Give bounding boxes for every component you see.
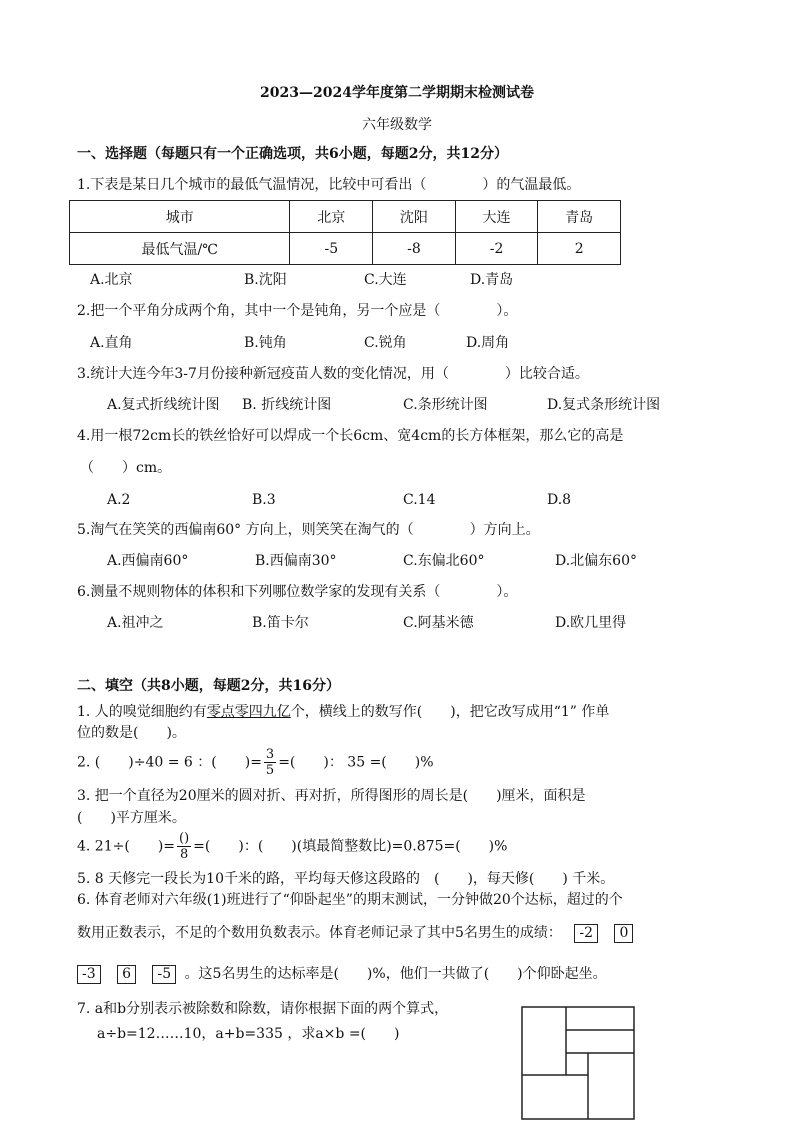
q6-option-b[interactable]: B.笛卡尔 bbox=[252, 615, 309, 631]
q6-option-a[interactable]: A.祖冲之 bbox=[107, 615, 164, 631]
q3-option-b[interactable]: B. 折线统计图 bbox=[242, 397, 332, 413]
f3-line1: 3. 把一个直径为20厘米的圆对折、再对折，所得图形的周长是( )厘米，面积是 bbox=[77, 788, 586, 804]
table-cell: 城市 bbox=[70, 201, 290, 233]
f1-after: 个，横线上的数写作( )，把它改写成用“1” 作单 bbox=[290, 704, 610, 720]
exam-title: 2023—2024学年度第二学期期末检测试卷 bbox=[260, 85, 534, 101]
f4-part2: =( )：( )(填最简整数比)=0.875=( )% bbox=[193, 838, 508, 855]
f6-line3-text: 。这5名男生的达标率是( )%，他们一共做了( )个仰卧起坐。 bbox=[184, 966, 607, 982]
q1-option-c[interactable]: C.大连 bbox=[364, 272, 407, 288]
q1-option-a[interactable]: A.北京 bbox=[90, 272, 133, 288]
q1-option-b[interactable]: B.沈阳 bbox=[244, 272, 287, 288]
f4-part1: 4. 21÷( )= bbox=[77, 838, 176, 855]
q5-option-b[interactable]: B.西偏南30° bbox=[255, 553, 337, 569]
score-box: -5 bbox=[152, 965, 176, 984]
f1-line1 bbox=[77, 705, 609, 719]
score-box: -2 bbox=[574, 924, 598, 943]
q4-option-b[interactable]: B.3 bbox=[252, 492, 276, 508]
table-cell: 大连 bbox=[455, 201, 538, 233]
table-row bbox=[70, 233, 621, 265]
q3-option-a[interactable]: A.复式折线统计图 bbox=[107, 397, 220, 413]
f2-part2: =( )： 35 =( )% bbox=[278, 754, 434, 771]
q3-option-d[interactable]: D.复式条形统计图 bbox=[547, 397, 661, 413]
f2-fraction bbox=[264, 748, 276, 777]
q4-stem-line1: 4.用一根72cm长的铁丝恰好可以焊成一个长6cm、宽4cm的长方体框架，那么它的高是 bbox=[77, 428, 624, 444]
rectangle-diagram bbox=[520, 1005, 638, 1123]
table-cell: 最低气温/℃ bbox=[70, 233, 290, 265]
q2-option-d[interactable]: D.周角 bbox=[466, 335, 510, 351]
q2-option-c[interactable]: C.锐角 bbox=[364, 335, 407, 351]
f2-line bbox=[77, 748, 434, 777]
fraction-numerator: 3 bbox=[265, 747, 275, 762]
f6-line2 bbox=[77, 924, 633, 943]
q3-stem: 3.统计大连今年3-7月份接种新冠疫苗人数的变化情况，用（ ）比较合适。 bbox=[77, 366, 589, 382]
f7-line1: 7. a和b分别表示被除数和除数，请你根据下面的两个算式， bbox=[77, 1001, 449, 1017]
table-cell: -2 bbox=[455, 233, 538, 265]
outer-square bbox=[522, 1007, 634, 1119]
table-cell: 沈阳 bbox=[373, 201, 456, 233]
q1-option-d[interactable]: D.青岛 bbox=[470, 272, 514, 288]
f1-before: 1. 人的嗅觉细胞约有 bbox=[77, 704, 207, 720]
f4-fraction bbox=[177, 832, 191, 861]
table-cell: 北京 bbox=[290, 201, 373, 233]
table-cell: -8 bbox=[373, 233, 456, 265]
q5-stem: 5.淘气在笑笑的西偏南60° 方向上，则笑笑在淘气的（ ）方向上。 bbox=[77, 522, 540, 538]
q4-option-a[interactable]: A.2 bbox=[107, 492, 131, 508]
q2-option-a[interactable]: A.直角 bbox=[90, 335, 133, 351]
q2-option-b[interactable]: B.钝角 bbox=[244, 335, 287, 351]
f6-line2-text: 数用正数表示，不足的个数用负数表示。体育老师记录了其中5名男生的成绩： bbox=[77, 925, 562, 941]
f6-line3 bbox=[77, 965, 607, 984]
section1-heading: 一、选择题（每题只有一个正确选项，共6小题，每题2分，共12分） bbox=[77, 146, 508, 162]
fraction-numerator: () bbox=[179, 831, 190, 846]
exam-subtitle: 六年级数学 bbox=[362, 117, 432, 133]
f1-underlined: 零点零四九亿 bbox=[206, 704, 291, 720]
f1-line2: 位的数是( )。 bbox=[77, 725, 186, 741]
q4-option-d[interactable]: D.8 bbox=[547, 492, 572, 508]
f5-line: 5. 8 天修完一段长为10千米的路，平均每天修这段路的 ( )，每天修( ) 千米。 bbox=[77, 871, 615, 887]
q6-stem: 6.测量不规则物体的体积和下列哪位数学家的发现有关系（ ）。 bbox=[77, 584, 518, 600]
section2-heading: 二、填空（共8小题，每题2分，共16分） bbox=[77, 678, 340, 694]
f2-part1: 2. ( )÷40 = 6 ：( )= bbox=[77, 754, 262, 771]
table-cell: -5 bbox=[290, 233, 373, 265]
q1-stem: 1.下表是某日几个城市的最低气温情况，比较中可看出（ ）的气温最低。 bbox=[77, 177, 581, 193]
temperature-table bbox=[69, 200, 621, 265]
score-box: 0 bbox=[614, 924, 633, 943]
score-box: 6 bbox=[117, 965, 136, 984]
f3-line2: ( )平方厘米。 bbox=[77, 810, 186, 826]
q5-option-d[interactable]: D.北偏东60° bbox=[555, 553, 637, 569]
q5-option-c[interactable]: C.东偏北60° bbox=[403, 553, 485, 569]
score-box: -3 bbox=[77, 965, 101, 984]
q2-stem: 2.把一个平角分成两个角，其中一个是钝角，另一个应是（ ）。 bbox=[77, 303, 518, 319]
q6-option-d[interactable]: D.欧几里得 bbox=[555, 615, 627, 631]
f6-line1: 6. 体育老师对六年级(1)班进行了“仰卧起坐”的期末测试，一分钟做20个达标，超过的个 bbox=[77, 892, 623, 908]
q6-option-c[interactable]: C.阿基米德 bbox=[403, 615, 474, 631]
fraction-denominator: 5 bbox=[265, 763, 275, 778]
q4-stem-line2: （ ）cm。 bbox=[80, 460, 172, 476]
q3-option-c[interactable]: C.条形统计图 bbox=[403, 397, 488, 413]
table-cell: 2 bbox=[538, 233, 621, 265]
table-row bbox=[70, 201, 621, 233]
table-cell: 青岛 bbox=[538, 201, 621, 233]
fraction-denominator: 8 bbox=[179, 847, 189, 862]
q5-option-a[interactable]: A.西偏南60° bbox=[107, 553, 189, 569]
q4-option-c[interactable]: C.14 bbox=[403, 492, 436, 508]
f4-line bbox=[77, 832, 507, 861]
f7-line2: a÷b=12……10，a+b=335 ，求a×b =( ) bbox=[97, 1026, 400, 1042]
